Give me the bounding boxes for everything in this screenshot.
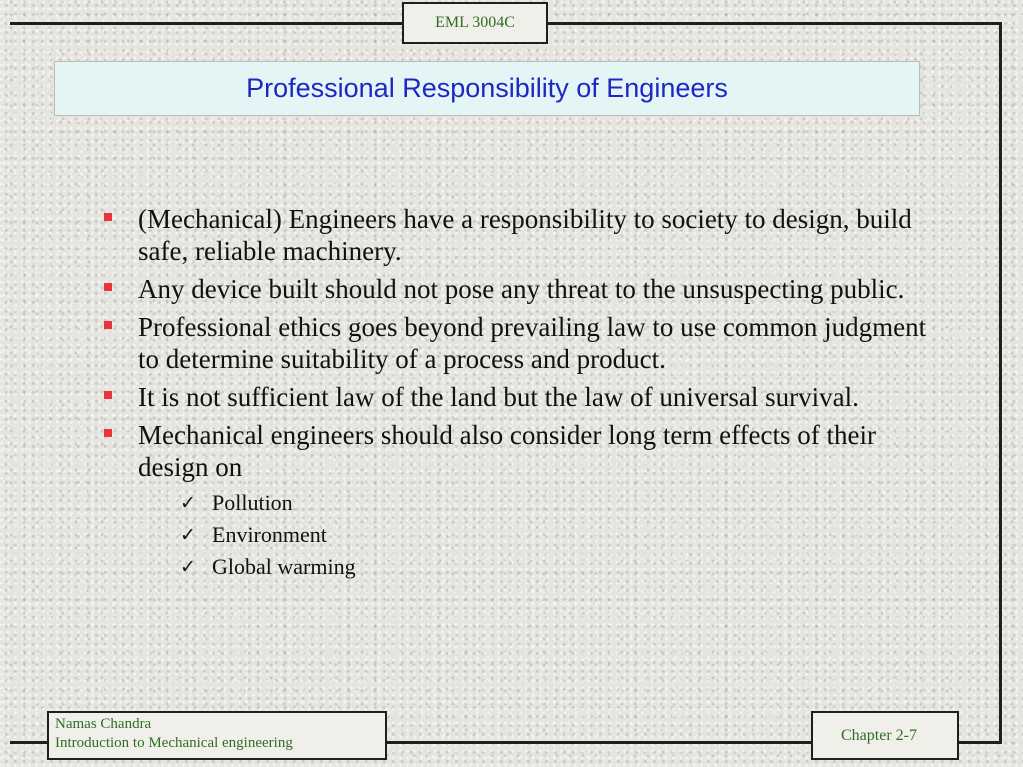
- slide-content: [100, 203, 940, 583]
- sub-item: [100, 519, 940, 551]
- bullet-item: [100, 311, 940, 375]
- check-icon: ✓: [180, 556, 196, 578]
- sub-list: [100, 487, 940, 583]
- slide-title: Professional Responsibility of Engineers: [246, 73, 728, 103]
- bullet-text: It is not sufficient law of the land but the law of universal survival.: [138, 382, 859, 412]
- sub-item-text: Environment: [212, 522, 327, 547]
- title-bar: [54, 61, 920, 116]
- course-name: Introduction to Mechanical engineering: [55, 735, 293, 751]
- sub-item-text: Pollution: [212, 490, 293, 515]
- square-bullet-icon: [104, 283, 112, 291]
- chapter-box: [811, 711, 959, 760]
- bullet-item: [100, 381, 940, 413]
- square-bullet-icon: [104, 391, 112, 399]
- bullet-text: (Mechanical) Engineers have a responsibility to society to design, build safe, reliable machinery.: [138, 204, 912, 266]
- course-code: EML 3004C: [435, 14, 515, 31]
- course-code-box: [402, 2, 548, 44]
- square-bullet-icon: [104, 429, 112, 437]
- bullet-text: Professional ethics goes beyond prevailing law to use common judgment to determine suitability of a process and product.: [138, 312, 927, 374]
- square-bullet-icon: [104, 213, 112, 221]
- author-name: Namas Chandra: [55, 716, 152, 732]
- footer-info-box: [47, 711, 387, 760]
- bullet-text: Mechanical engineers should also consider long term effects of their design on: [138, 420, 877, 482]
- frame-right-line: [999, 22, 1002, 744]
- chapter-label: Chapter 2-7: [841, 726, 917, 744]
- check-icon: ✓: [180, 524, 196, 546]
- bullet-item: [100, 203, 940, 267]
- sub-item-text: Global warming: [212, 554, 356, 579]
- sub-item: [100, 487, 940, 519]
- bullet-text: Any device built should not pose any threat to the unsuspecting public.: [138, 274, 905, 304]
- bullet-item: [100, 419, 940, 483]
- square-bullet-icon: [104, 321, 112, 329]
- sub-item: [100, 551, 940, 583]
- check-icon: ✓: [180, 492, 196, 514]
- bullet-item: [100, 273, 940, 305]
